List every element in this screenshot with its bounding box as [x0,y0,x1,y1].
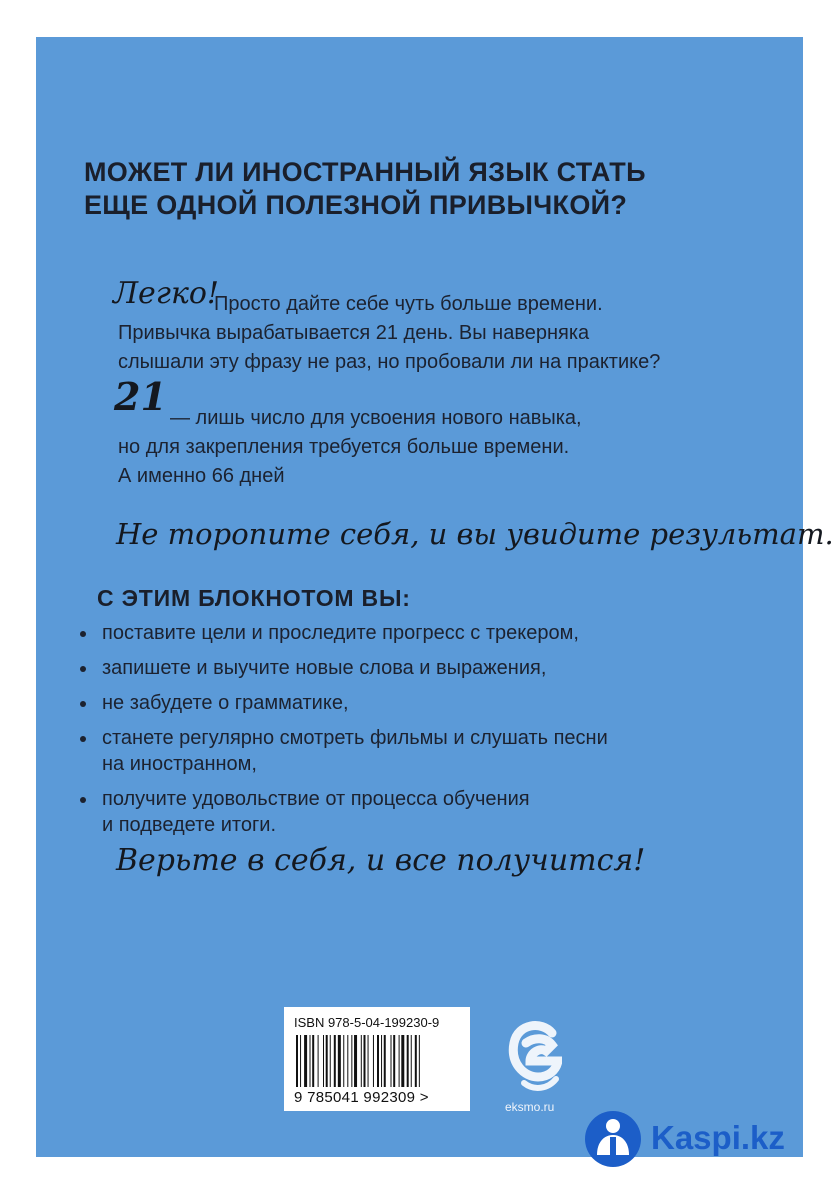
kaspi-watermark-text: Kaspi.kz [651,1119,785,1156]
list-item-text-continued: и подведете итоги. [102,814,276,836]
list-item [80,690,720,716]
barcode-bars [294,1035,460,1087]
para1-line-1: Просто дайте себе чуть больше времени. [214,293,603,315]
barcode-number: 9 785041 992309 > [294,1089,429,1106]
isbn-text: ISBN 978-5-04-199230-9 [294,1015,440,1030]
kaspi-watermark [583,1107,813,1175]
notebook-benefits-list [80,620,720,847]
notebook-heading: С ЭТИМ БЛОКНОТОМ ВЫ: [97,585,411,611]
script-word-legko: Легко! [113,276,219,311]
list-item [80,786,720,838]
list-item [80,655,720,681]
eksmo-logo-icon [506,1017,562,1097]
list-item-text: запишете и выучите новые слова и выражения, [102,657,547,679]
bullet-icon [80,736,86,742]
bullet-icon [80,797,86,803]
list-item-text: поставите цели и проследите прогресс с трекером, [102,622,579,644]
list-item-text: не забудете о грамматике, [102,692,349,714]
heading-line-1: МОЖЕТ ЛИ ИНОСТРАННЫЙ ЯЗЫК СТАТЬ [84,157,646,187]
publisher-url: eksmo.ru [505,1100,555,1114]
bullet-icon [80,666,86,672]
kaspi-logo-icon [583,1109,643,1169]
script-number-21: 21 [114,374,167,419]
slogan-believe: Верьте в себя, и все получится! [116,843,646,878]
bullet-icon [80,701,86,707]
para1-line-3: слышали эту фразу не раз, но пробовали ли на практике? [118,351,661,373]
para2-line-1: — лишь число для усвоения нового навыка, [170,407,582,429]
list-item-text-continued: на иностранном, [102,753,257,775]
list-item [80,620,720,646]
heading-line-2: ЕЩЕ ОДНОЙ ПОЛЕЗНОЙ ПРИВЫЧКОЙ? [84,190,628,220]
para2-line-3: А именно 66 дней [118,465,285,487]
cover-heading [84,156,704,222]
isbn-barcode-label [284,1007,470,1111]
list-item-text: получите удовольствие от процесса обучения [102,788,530,810]
para1-line-2: Привычка вырабатывается 21 день. Вы наверняка [118,322,590,344]
list-item [80,725,720,777]
slogan-no-rush: Не торопите себя, и вы увидите результат. [116,517,834,551]
para2-line-2: но для закрепления требуется больше времени. [118,436,570,458]
bullet-icon [80,631,86,637]
list-item-text: станете регулярно смотреть фильмы и слушать песни [102,727,608,749]
